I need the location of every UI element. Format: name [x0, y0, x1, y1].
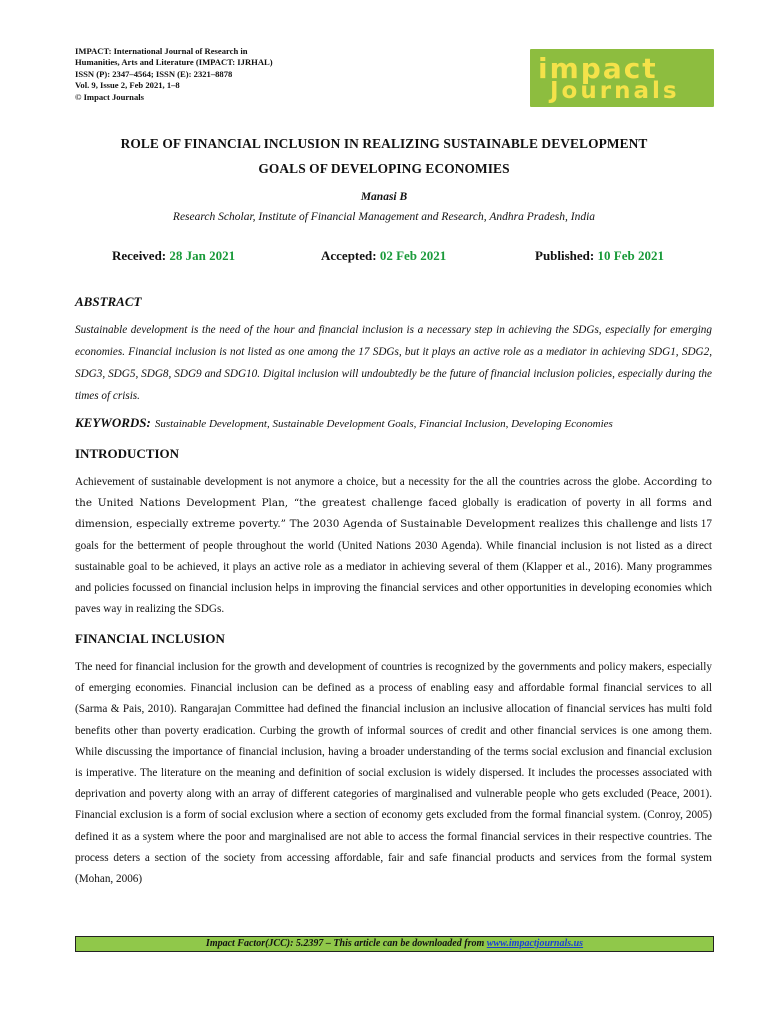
financial-inclusion-heading: FINANCIAL INCLUSION [75, 631, 225, 646]
financial-inclusion-text: The need for financial inclusion for the growth and development of countries is recognized by the governments and policy makers, especially of emerging economies. Financial inclusion can be defined as a process of enabling easy and affordable formal financial services to all (Sarma & Pais, 2010). Rangarajan Committee had defined the financial inclusion an inclusive allocation of financial services has multi fold benefits other than poverty eradication. Curbing the growth of informal sources of credit and other financial services is one among them. While discussing the importance of financial inclusion, having a broader understanding of the terms social exclusion and financial exclusion is imperative. The literature on the meaning and definition of social exclusion is widely dispersed. It includes the processes associated with deprivation and poverty along with an array of different categories of marginalised and vulnerable people who gets excluded (Peace, 2001). Financial exclusion is a form of social exclusion where a section of economy gets excluded from the formal financial system. (Conroy, 2005) defined it as a system where the poor and marginalised are not able to access the formal financial services in their respective countries. The process deters a section of the society from accessing affordable, fair and safe financial products and services from the formal system (Mohan, 2006) [75, 661, 712, 886]
accepted-label: Accepted: [321, 248, 377, 263]
accepted-date [321, 248, 446, 264]
accepted-value: 02 Feb 2021 [379, 248, 447, 263]
journal-line: IMPACT: International Journal of Research in [75, 46, 248, 56]
keywords-text: Sustainable Development, Sustainable Development Goals, Financial Inclusion, Developing Economies [154, 418, 613, 430]
intro-part-2: According to the United Nations Development Plan, “the greatest challenge faced [75, 476, 712, 510]
published-label: Published: [535, 248, 595, 263]
author-name: Manasi B [360, 191, 408, 203]
footer-text: Impact Factor(JCC): 5.2397 – This article can be downloaded from [205, 938, 487, 949]
footer-bar [75, 936, 714, 952]
keywords [75, 414, 735, 432]
impact-journals-logo [530, 49, 714, 107]
published-date [535, 248, 664, 264]
logo-line-1: impact [538, 52, 658, 85]
author-affiliation: Research Scholar, Institute of Financial Management and Research, Andhra Pradesh, India [172, 211, 596, 223]
intro-part-3: globally is eradication of poverty in all [456, 497, 657, 510]
footer-link[interactable]: www.impactjournals.us [486, 938, 584, 949]
abstract-heading: ABSTRACT [75, 294, 142, 309]
abstract-text: Sustainable development is the need of the hour and financial inclusion is a necessary step in achieving the SDGs, especially for emerging economies. Financial inclusion is not listed as one among the 17 SDGs, but it plays an active role as a mediator in achieving SDG1, SDG2, SDG3, SDG5, SDG8, SDG9 and SDG10. Digital inclusion will undoubtedly be the future of financial inclusion policies, especially during the times of crisis. [75, 324, 712, 402]
intro-part-1: Achievement of sustainable development is not anymore a choice, but a necessity for the all the countries across the globe. [75, 476, 644, 488]
journal-line: © Impact Journals [75, 91, 144, 102]
article-title [60, 131, 708, 181]
published-value: 10 Feb 2021 [597, 248, 664, 263]
intro-part-4: forms and dimension, especially extreme poverty.” The 2030 Agenda of Sustainable Development realizes this challenge [75, 497, 712, 531]
title-line-2: GOALS OF DEVELOPING ECONOMIES [258, 161, 510, 176]
keywords-label: KEYWORDS: [75, 415, 151, 430]
logo-line-2: Journals [550, 78, 680, 104]
journal-line: ISSN (P): 2347–4564; ISSN (E): 2321–8878 [75, 68, 233, 79]
received-value: 28 Jan 2021 [169, 248, 236, 263]
journal-info [75, 46, 375, 103]
title-line-1: ROLE OF FINANCIAL INCLUSION IN REALIZING SUSTAINABLE DEVELOPMENT [120, 136, 648, 151]
received-date [112, 248, 235, 264]
received-label: Received: [112, 248, 167, 263]
intro-part-5: and lists 17 goals for the betterment of people throughout the world (United Nations 2030 Agenda). While financial inclusion is not listed as a direct sustainable goal to be achieved, it plays an active role as a mediator in achieving several of them (Klapper et al., 2016). Many programmes and policies focussed on financial inclusion helps in improving the financial services and other opportunities in developing economies which paves way in realizing the SDGs. [75, 518, 712, 616]
journal-line: Humanities, Arts and Literature (IMPACT: IJRHAL) [75, 57, 273, 68]
introduction-text [75, 472, 712, 620]
journal-line: Vol. 9, Issue 2, Feb 2021, 1–8 [75, 80, 180, 91]
introduction-heading: INTRODUCTION [75, 446, 180, 461]
